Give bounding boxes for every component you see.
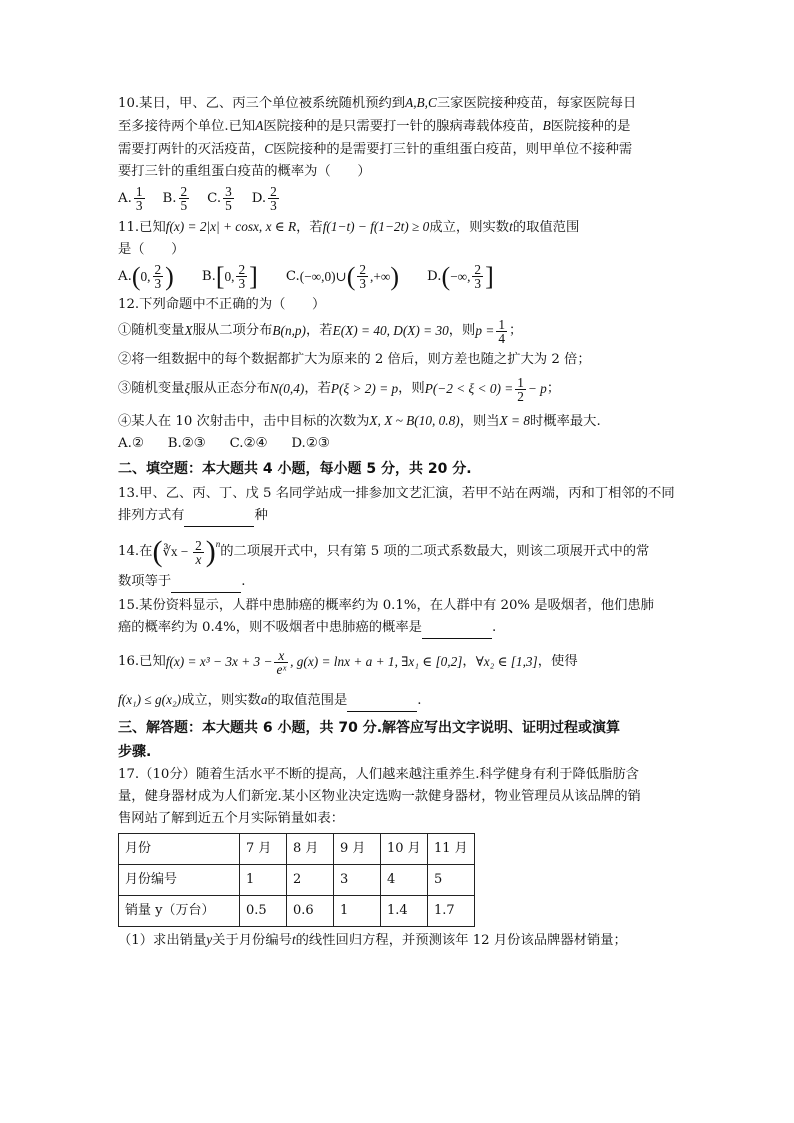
q16-num: x	[274, 649, 288, 663]
q12-s1c: ，若	[306, 323, 333, 338]
q11-suffix: 成立，则实数	[429, 220, 510, 235]
q15-line2: 癌的概率约为 0.4%，则不吸烟者中患肺癌的概率是	[118, 620, 422, 635]
table-cell: 月份	[119, 834, 240, 865]
q16-prefix: 16.已知	[118, 654, 166, 669]
table-cell: 0.5	[240, 896, 287, 927]
q11-var: t	[509, 219, 513, 234]
q11-a-num: 2	[154, 262, 162, 277]
q12-s4-x: X, X ~ B(10, 0.8)	[369, 413, 460, 428]
table-cell: 月份编号	[119, 865, 240, 896]
q10-options	[118, 185, 680, 212]
table-cell: 1.4	[381, 896, 428, 927]
q12-s1-cond: E(X) = 40, D(X) = 30	[332, 323, 449, 338]
q14-num: 2	[195, 537, 202, 553]
question-16: 16.已知 f(x) = x³ − 3x + 3 − $\frac{x}{\text{eˣ}}$ , g(x) = lnx + a + 1, ∃x₁ ∈ [0,2] ， ∀x₂ ∈ [1,3] ，使得 f(x₁) ≤ g(x₂)成立，则实数a的取值范围是 .	[118, 643, 680, 712]
q11-d-neginf: −∞,	[450, 268, 471, 284]
q12-s3-tail: − p	[527, 381, 547, 396]
q17-sub1c: 的线性回归方程，并预测该年 12 月份该品牌器材销量；	[295, 933, 627, 948]
table-cell: 0.6	[287, 896, 334, 927]
table-cell: 9 月	[334, 834, 381, 865]
q12-s3-xi: ξ	[184, 381, 191, 396]
q11-option-b-label: B.	[201, 268, 216, 284]
section-2-heading: 二、填空题：本大题共 4 小题，每小题 5 分，共 20 分.	[118, 461, 472, 477]
q11-c-den: 3	[359, 276, 367, 291]
section-3-heading	[118, 716, 680, 764]
q14-answer-blank[interactable]	[171, 578, 241, 593]
table-cell: 8 月	[287, 834, 334, 865]
table-cell: 5	[428, 865, 475, 896]
q10-text-2a: 至多接待两个单位.已知	[118, 119, 256, 134]
table-row	[119, 865, 475, 896]
q16-line2b: 成立，则实数	[181, 693, 261, 708]
q12-s3b: 服从正态分布	[190, 381, 270, 396]
q12-s1a: ①随机变量	[118, 323, 185, 338]
q10-text-1b: 三家医院接种疫苗，每家医院每日	[436, 96, 637, 111]
q12-s3-num: 1	[517, 374, 524, 390]
q16-ineq: f(x₁) ≤ g(x₂)	[118, 692, 182, 707]
q12-s1d: ，则	[448, 323, 476, 338]
q11-c-inf: +∞	[373, 268, 391, 284]
q16-forall: ∀x₂ ∈ [1,3]	[475, 654, 538, 669]
q10-option-a-den: 3	[135, 198, 143, 213]
q10-option-b-label: B.	[162, 190, 177, 206]
q12-s3-den: 2	[517, 388, 524, 404]
table-cell: 2	[287, 865, 334, 896]
section-3-line2: 步骤.	[118, 744, 152, 760]
table-cell: 10 月	[381, 834, 428, 865]
q12-s1-num: 1	[498, 316, 505, 332]
q11-option-d[interactable]: D. ( −∞, $\frac{2}{3}$ ]	[427, 261, 494, 291]
q11-condition: f(1−t) − f(1−2t) ≥ 0	[322, 219, 430, 234]
q11-d-den: 3	[474, 276, 482, 291]
q16-den: eˣ	[276, 661, 287, 677]
q17-line1: 17.（10分）随着生活水平不断的提高，人们越来越注重养生.科学健身有利于降低脂肪含	[118, 767, 639, 782]
q10-option-d-num: 2	[270, 184, 277, 199]
q12-option-c[interactable]: C.②④	[229, 436, 268, 451]
q10-option-b-den: 5	[180, 198, 188, 213]
q10-option-c-num: 3	[225, 184, 232, 199]
q10-option-c-den: 5	[225, 198, 232, 213]
table-row	[119, 834, 475, 865]
q11-function: f(x) = 2|x| + cosx, x ∈ R	[165, 219, 297, 234]
q16-var: a	[260, 692, 268, 707]
q12-option-d[interactable]: D.②③	[291, 436, 330, 451]
q13-answer-blank[interactable]	[184, 512, 254, 527]
question-12	[118, 294, 680, 455]
q13-line2a: 排列方式有	[118, 508, 185, 523]
table-cell: 3	[334, 865, 381, 896]
q12-s4b: ，则当	[459, 414, 500, 429]
q16-f: f(x) = x³ − 3x + 3 −	[165, 654, 273, 669]
q17-line2: 量，健身器材成为人们新宠.某小区物业决定选购一款健身器材，物业管理员从该品牌的销	[118, 789, 641, 804]
q12-s3-res: P(−2 < ξ < 0) =	[424, 381, 514, 396]
q12-s3d: ，则	[398, 381, 425, 396]
q11-c-left: (−∞,0)∪	[299, 268, 347, 284]
table-cell: 11 月	[428, 834, 475, 865]
q10-option-a[interactable]	[118, 185, 147, 212]
q14-minus: −	[180, 544, 189, 559]
q12-s3a: ③随机变量	[118, 381, 185, 396]
q14-exp: n	[215, 539, 221, 549]
q17-line3: 售网站了解到近五个月实际销量如表：	[118, 811, 345, 826]
q10-text-1: 10.某日，甲、乙、丙三个单位被系统随机预约到	[118, 96, 406, 111]
q10-option-d-den: 3	[270, 198, 277, 213]
table-cell: 1	[334, 896, 381, 927]
q10-hospital-b: B	[542, 118, 551, 133]
q16-answer-blank[interactable]	[347, 697, 417, 712]
q10-option-d-label: D.	[251, 190, 267, 206]
question-15: 15.某份资料显示，人群中患肺癌的概率约为 0.1%，在人群中有 20% 是吸烟者，他们患肺 癌的概率约为 0.4%，则不吸烟者中患肺癌的概率是 .	[118, 595, 680, 639]
table-cell: 4	[381, 865, 428, 896]
q10-hospital-a: A	[255, 118, 264, 133]
q11-b-den: 3	[238, 276, 246, 291]
q17-sub1-t: t	[291, 932, 296, 947]
q11-mid: ，若	[296, 220, 323, 235]
q11-c-num: 2	[359, 262, 367, 277]
q12-s4-c: X = 8	[499, 413, 530, 428]
q12-s1-x: X	[184, 323, 193, 338]
sales-table	[118, 833, 475, 927]
q10-text-3b: 医院接种的是需要打三针的重组蛋白疫苗，则甲单位不接种需	[273, 142, 633, 157]
q11-option-d-label: D.	[427, 268, 442, 284]
q12-s1b: 服从二项分布	[192, 323, 273, 338]
q10-option-b-num: 2	[180, 184, 188, 199]
q17-sub1-y: y	[206, 932, 213, 947]
q10-option-a-num: 1	[135, 184, 143, 199]
q10-option-a-label: A.	[118, 190, 132, 206]
q10-option-c[interactable]	[207, 185, 236, 212]
q12-s1-p: p =	[475, 323, 495, 338]
q11-option-b[interactable]: B. [ 0, $\frac{2}{3}$ ]	[201, 261, 258, 291]
table-cell: 销量 y（万台）	[119, 896, 240, 927]
table-cell: 1	[240, 865, 287, 896]
q12-s4d: 时概率最大.	[530, 414, 601, 429]
q15-answer-blank[interactable]	[422, 624, 492, 639]
q10-abc: A,B,C	[405, 95, 437, 110]
q11-prefix: 11.已知	[118, 220, 166, 235]
q11-b-num: 2	[238, 262, 246, 277]
q10-option-b[interactable]	[163, 185, 192, 212]
question-14: 14.在 ( ∛x − $\frac{2}{x}$ ) $^n$ 的二项展开式中，只有第 5 项的二项式系数最大，则该二项展开式中的常 数项等于 .	[118, 533, 680, 593]
q12-s1-den: 4	[498, 330, 505, 346]
q13-line1: 13.甲、乙、丙、丁、戊 5 名同学站成一排参加文艺汇演，若甲不站在两端，丙和丁相邻的不同	[118, 486, 675, 501]
q11-option-c-label: C.	[285, 268, 300, 284]
q16-g: , g(x) = lnx + a + 1, ∃x₁ ∈ [0,2]	[290, 654, 463, 669]
q11-line2: 是（ ）	[118, 242, 185, 257]
q12-s3-dist: N(0,4)	[269, 381, 305, 396]
table-cell: 1.7	[428, 896, 475, 927]
q11-d-num: 2	[474, 262, 482, 277]
q17-sub1b: 关于月份编号	[212, 933, 292, 948]
q12-s1e: ；	[508, 323, 523, 338]
q12-s1-dist: B(n,p)	[272, 323, 306, 338]
q11-a-den: 3	[154, 276, 162, 291]
q12-s2: ②将一组数据中的每个数据都扩大为原来的 2 倍后，则方差也随之扩大为 2 倍；	[118, 352, 591, 367]
question-17	[118, 764, 680, 952]
q11-option-a[interactable]: A. ( 0, $\frac{2}{3}$ )	[118, 261, 174, 291]
q11-a-zero: 0,	[140, 268, 151, 284]
q12-title: 12.下列命题中不正确的为（ ）	[118, 297, 326, 312]
q10-text-3a: 需要打两针的灭活疫苗，	[118, 142, 265, 157]
q15-line1: 15.某份资料显示，人群中患肺癌的概率约为 0.1%，在人群中有 20% 是吸烟者，他们患肺	[118, 598, 654, 613]
q11-b-zero: 0,	[224, 268, 235, 284]
q10-hospital-c: C	[264, 141, 274, 156]
q10-text-4: 要打三针的重组蛋白疫苗的概率为（ ）	[118, 164, 371, 179]
q12-s3-cond: P(ξ > 2) = p	[330, 381, 399, 396]
q16-suffix: ，使得	[537, 654, 578, 669]
exam-page	[118, 92, 680, 952]
q11-option-a-label: A.	[118, 268, 132, 284]
q16-line2c: 的取值范围是	[267, 693, 348, 708]
q10-text-2c: 医院接种的是	[550, 119, 631, 134]
q10-option-d[interactable]	[252, 185, 281, 212]
q14-prefix: 14.在	[118, 544, 153, 559]
table-cell: 7 月	[240, 834, 287, 865]
q13-line2b: 种	[254, 508, 268, 523]
q17-sub1a: （1）求出销量	[118, 933, 207, 948]
q12-options	[118, 433, 680, 455]
question-10	[118, 92, 680, 212]
table-row	[119, 896, 475, 927]
section-3-line1: 三、解答题：本大题共 6 小题，共 70 分.解答应写出文字说明、证明过程或演算	[118, 720, 621, 736]
q14-suffix: 的二项展开式中，只有第 5 项的二项式系数最大，则该二项展开式中的常	[220, 544, 650, 559]
q11-options	[118, 263, 680, 290]
q10-text-2b: 医院接种的是只需要打一针的腺病毒载体疫苗，	[263, 119, 543, 134]
q14-line2: 数项等于	[118, 574, 172, 589]
q16-mid: ，	[462, 654, 476, 669]
q14-den: x	[195, 551, 202, 567]
q14-root: ∛x	[162, 544, 178, 559]
q10-option-c-label: C.	[207, 190, 222, 206]
question-11	[118, 216, 680, 290]
q12-s4a: ④某人在 10 次射击中，击中目标的次数为	[118, 414, 370, 429]
q11-option-c[interactable]: C. (−∞,0)∪ ( $\frac{2}{3}$ , +∞ )	[285, 261, 400, 291]
q12-s3c: ，若	[304, 381, 331, 396]
q11-suffix2: 的取值范围	[512, 220, 580, 235]
q12-s3e: ；	[546, 381, 561, 396]
q12-option-a[interactable]: A.②	[118, 436, 144, 451]
question-13	[118, 483, 680, 527]
q12-option-b[interactable]: B.②③	[167, 436, 206, 451]
